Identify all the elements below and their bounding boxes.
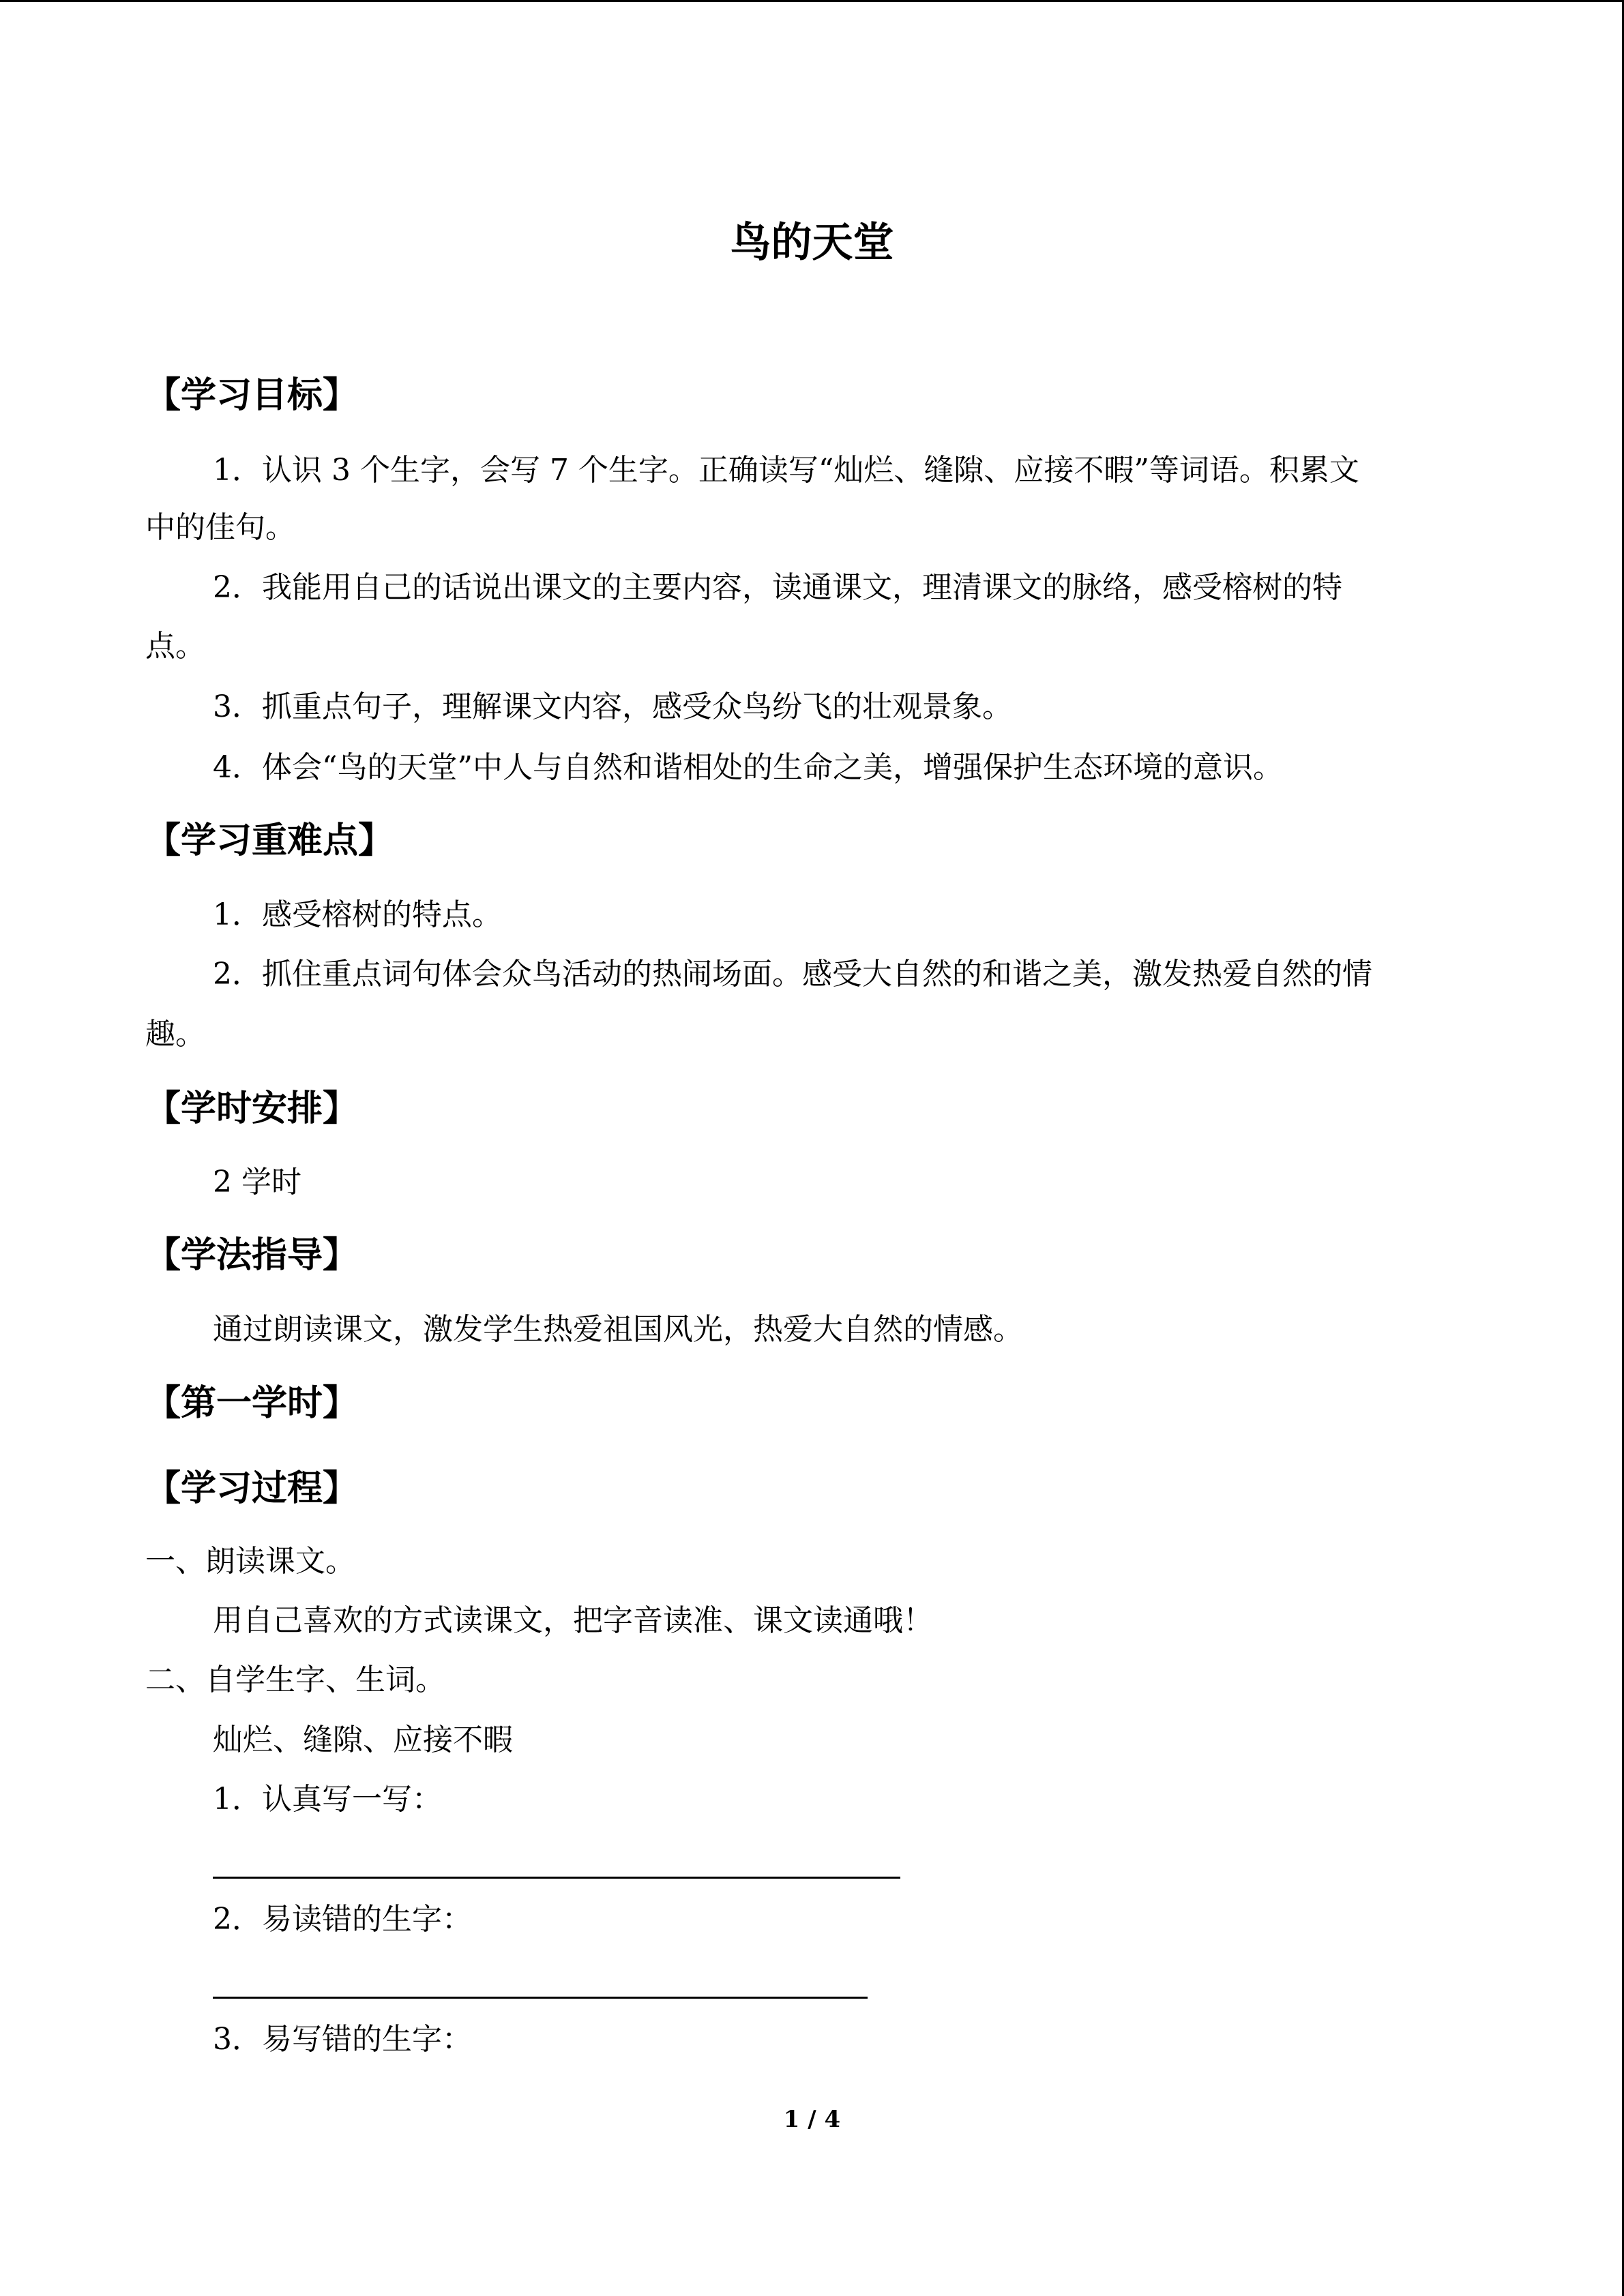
objective-2-line1: 2．我能用自己的话说出课文的主要内容，读通课文，理清课文的脉络，感受榕树的特 [213, 570, 1342, 605]
method-text: 通过朗读课文，激发学生热爱祖国风光，热爱大自然的情感。 [213, 1312, 1023, 1347]
heading-method: 【学法指导】 [145, 1235, 359, 1276]
keypoint-2-line1: 2．抓住重点词句体会众鸟活动的热闹场面。感受大自然的和谐之美，激发热爱自然的情 [213, 957, 1372, 992]
objective-1-line1: 1．认识 3 个生字，会写 7 个生字。正确读写“灿烂、缝隙、应接不暇”等词语。积累文 [213, 453, 1359, 488]
task-2-label: 2．易读错的生字： [213, 1902, 472, 1937]
objective-1-line2: 中的佳句。 [145, 510, 295, 545]
task-1-label: 1．认真写一写： [213, 1782, 442, 1817]
process-step-2-words: 灿烂、缝隙、应接不暇 [213, 1723, 513, 1757]
schedule-text: 2 学时 [213, 1165, 301, 1199]
heading-lesson-1: 【第一学时】 [145, 1383, 359, 1424]
keypoint-2-line2: 趣。 [145, 1017, 205, 1052]
process-step-1-title: 一、朗读课文。 [145, 1544, 355, 1579]
heading-objectives: 【学习目标】 [145, 375, 359, 416]
top-border [0, 0, 1624, 2]
process-step-2-title: 二、自学生字、生词。 [145, 1663, 445, 1697]
heading-keypoints: 【学习重难点】 [145, 820, 394, 861]
page-number: 1 / 4 [783, 2106, 841, 2133]
objective-3: 3．抓重点句子，理解课文内容，感受众鸟纷飞的壮观景象。 [213, 689, 1012, 724]
objective-2-line2: 点。 [145, 629, 205, 664]
task-2-answer-line[interactable] [213, 1997, 868, 1999]
task-3-label: 3．易写错的生字： [213, 2022, 472, 2057]
keypoint-1: 1．感受榕树的特点。 [213, 897, 502, 932]
heading-process: 【学习过程】 [145, 1468, 359, 1509]
process-step-1-text: 用自己喜欢的方式读课文，把字音读准、课文读通哦！ [213, 1603, 933, 1638]
task-1-answer-line[interactable] [213, 1877, 900, 1879]
heading-schedule: 【学时安排】 [145, 1088, 359, 1129]
page-title: 鸟的天堂 [730, 219, 894, 267]
objective-4: 4．体会“鸟的天堂”中人与自然和谐相处的生命之美，增强保护生态环境的意识。 [213, 750, 1283, 785]
